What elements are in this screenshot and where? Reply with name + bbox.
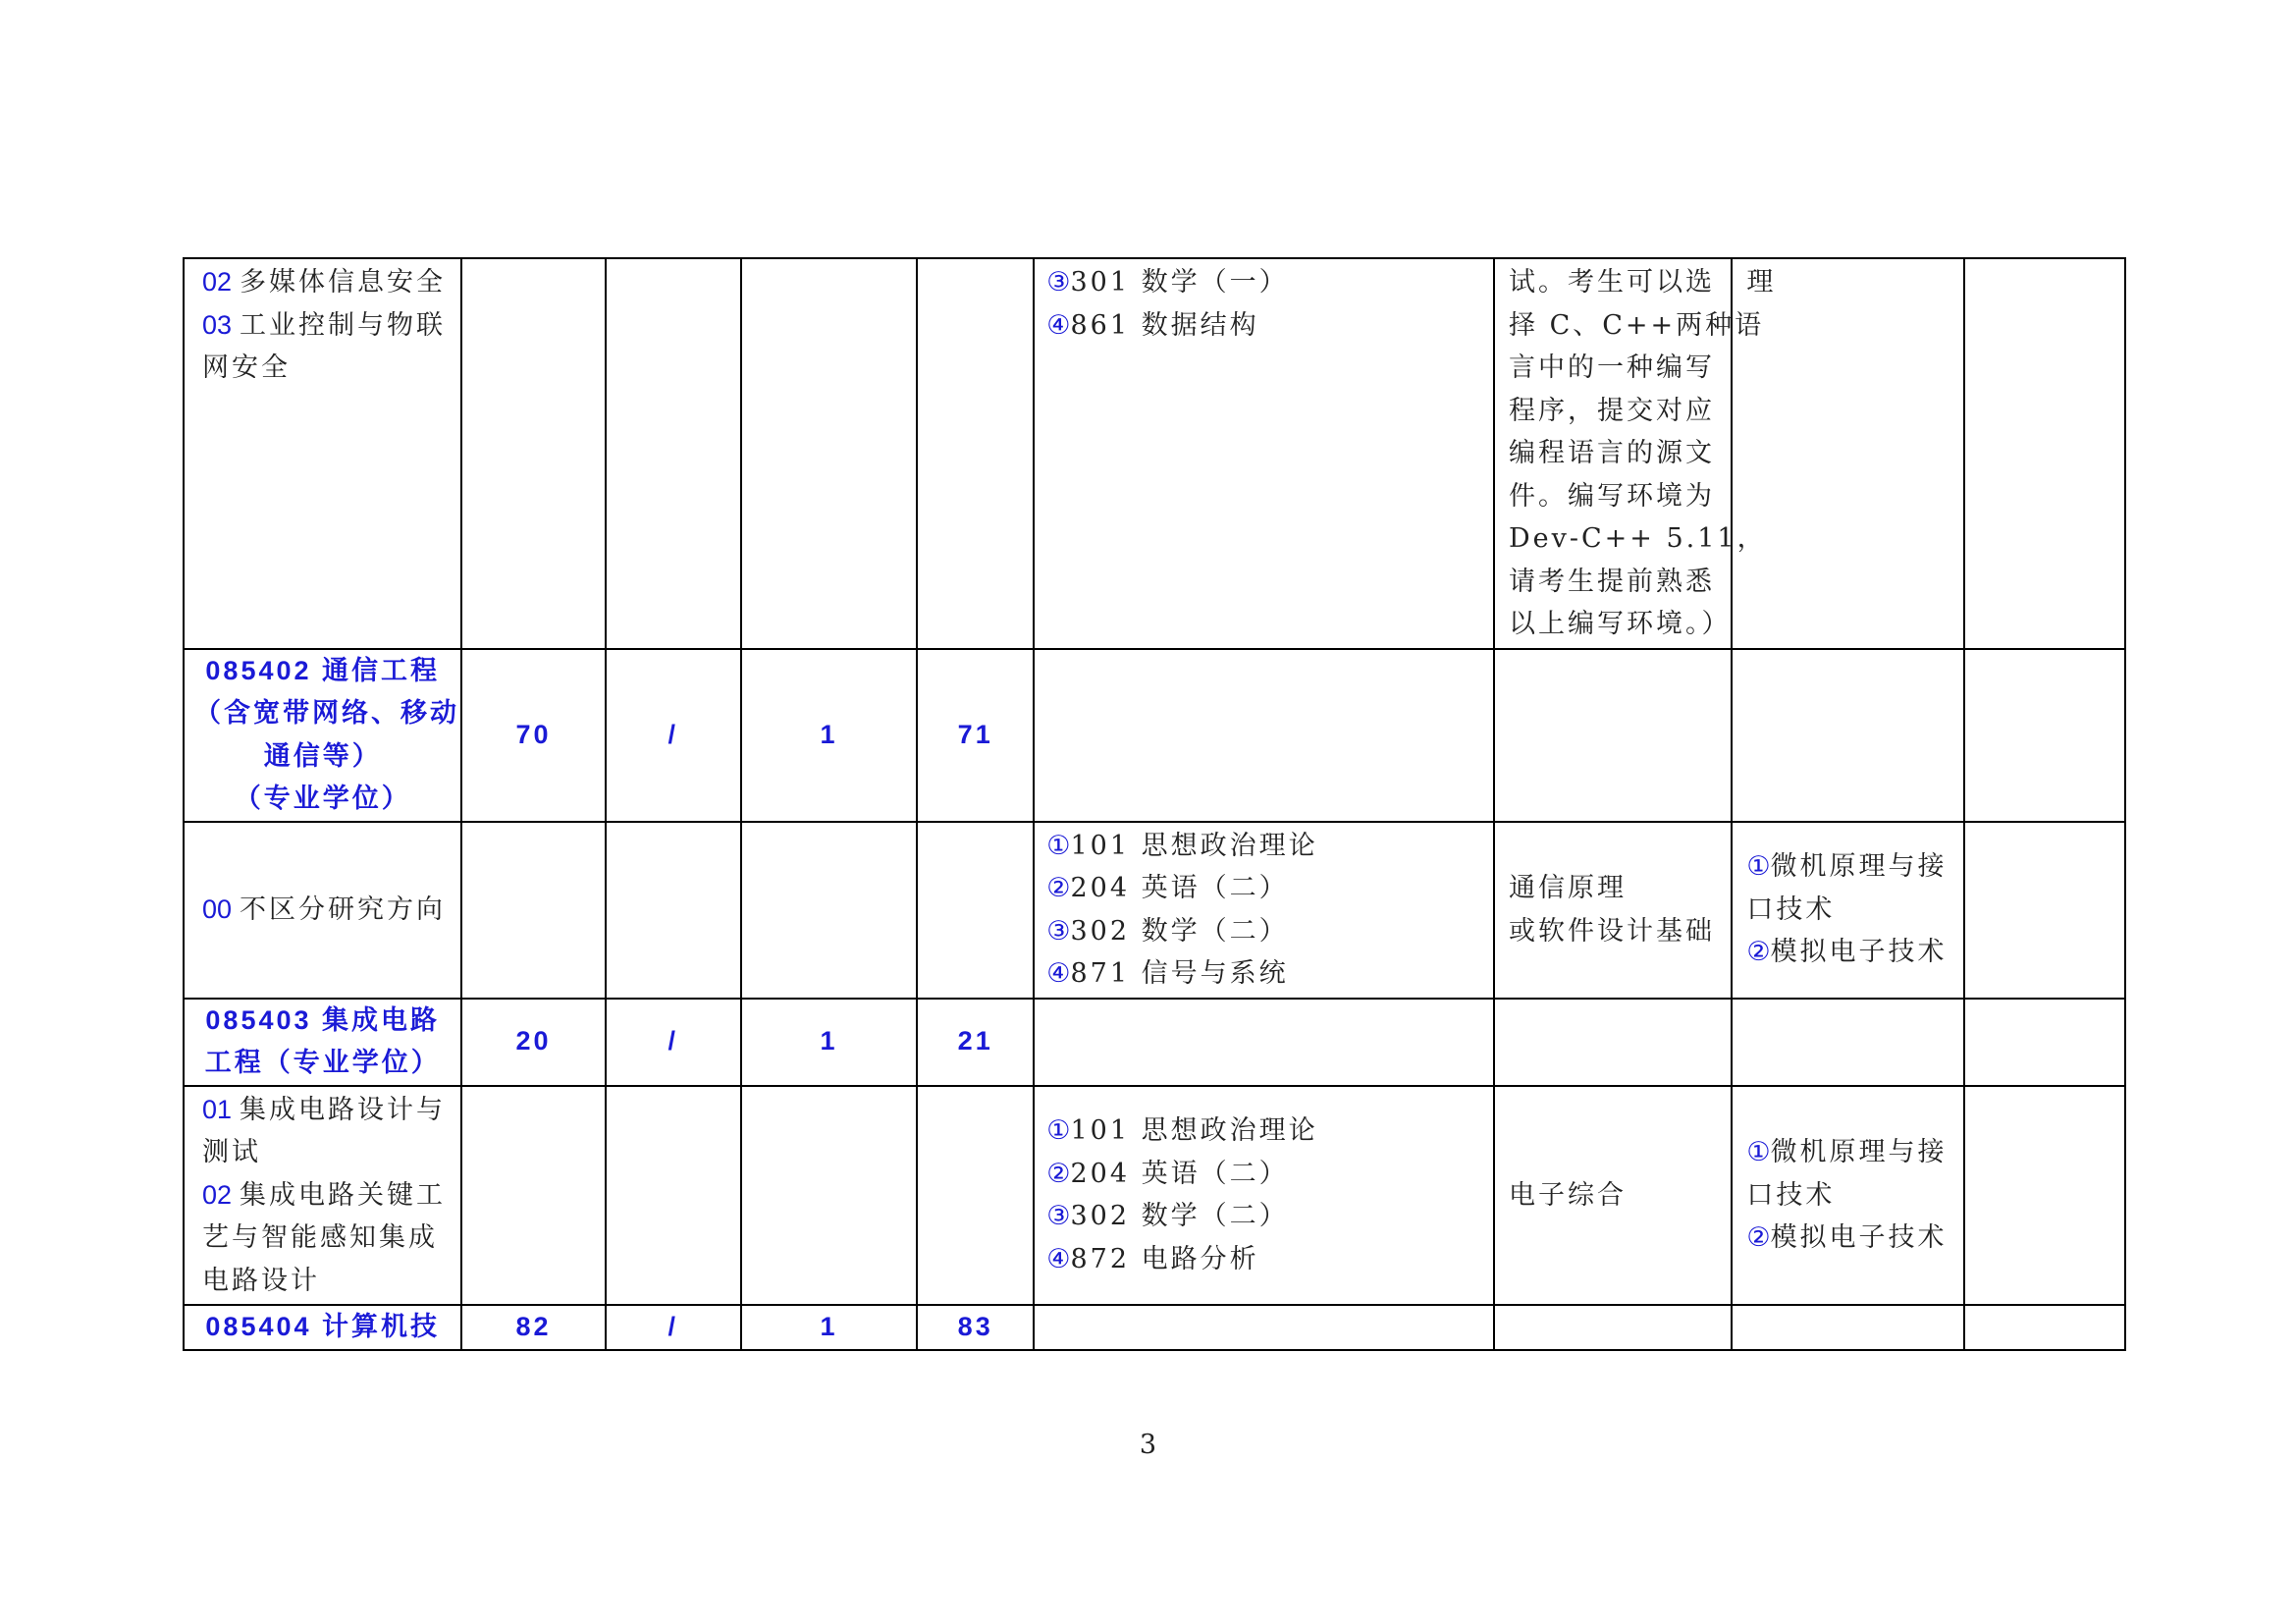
retest-subject-cell xyxy=(1494,1086,1732,1306)
exam-subjects-cell xyxy=(1034,999,1494,1086)
retest-line: 言中的一种编写 xyxy=(1508,352,1715,383)
retest-line: 电子综合 xyxy=(1508,1179,1627,1211)
major-title-line: （专业学位） xyxy=(234,784,411,813)
direction-cell xyxy=(184,258,461,649)
major-title-line: 085402 通信工程 xyxy=(205,655,441,685)
extra-subject-cell xyxy=(1732,1305,1963,1350)
exam-subjects-cell xyxy=(1034,1086,1494,1306)
notes-cell xyxy=(1964,258,2125,649)
col3-value: / xyxy=(606,649,741,822)
total-count: 83 xyxy=(917,1305,1034,1350)
extra-line: ②模拟电子技术 xyxy=(1746,937,1948,968)
extra-line: 口技术 xyxy=(1746,893,1836,925)
extra-line: 口技术 xyxy=(1746,1179,1836,1211)
exam-subjects-cell xyxy=(1034,822,1494,999)
exam-subject: ①101 思想政治理论 xyxy=(1046,830,1318,861)
col4-cell xyxy=(741,1086,917,1306)
col4-value: 1 xyxy=(741,1305,917,1350)
notes-cell xyxy=(1964,1086,2125,1306)
plan-count: 20 xyxy=(461,999,605,1086)
total-count: 71 xyxy=(917,649,1034,822)
admissions-table xyxy=(183,257,2126,1351)
table-row-major-085404 xyxy=(184,1305,2125,1350)
col4-cell xyxy=(741,258,917,649)
exam-subject: ④871 信号与系统 xyxy=(1046,958,1289,989)
direction-item: 00 不区分研究方向 xyxy=(202,893,447,925)
col3-value: / xyxy=(606,1305,741,1350)
exam-subject: ②204 英语（二） xyxy=(1046,1158,1289,1189)
direction-cell xyxy=(184,822,461,999)
notes-cell xyxy=(1964,999,2125,1086)
direction-item: 03 工业控制与物联网安全 xyxy=(202,309,447,383)
retest-line: 程序，提交对应 xyxy=(1508,395,1715,426)
table-row-cyber-security-directions xyxy=(184,258,2125,649)
major-title-cell xyxy=(184,1305,461,1350)
retest-line: 择 C、C++两种语 xyxy=(1508,309,1765,341)
exam-subject: ③301 数学（一） xyxy=(1046,267,1289,298)
extra-line: ①微机原理与接 xyxy=(1746,851,1948,883)
extra-subject-cell xyxy=(1732,822,1963,999)
retest-line: 试。考生可以选 xyxy=(1508,267,1715,298)
extra-subject-cell xyxy=(1732,1086,1963,1306)
retest-subject-cell xyxy=(1494,1305,1732,1350)
major-title-line: 085404 计算机技 xyxy=(205,1312,441,1341)
extra-subject-cell xyxy=(1732,258,1963,649)
retest-line: 或软件设计基础 xyxy=(1508,915,1715,947)
retest-line: 请考生提前熟悉 xyxy=(1508,566,1715,597)
major-title-cell xyxy=(184,649,461,822)
exam-subject: ③302 数学（二） xyxy=(1046,1201,1289,1232)
major-title-line: 工程（专业学位） xyxy=(204,1048,441,1077)
exam-subjects-cell xyxy=(1034,258,1494,649)
retest-subject-cell xyxy=(1494,822,1732,999)
retest-line: 件。编写环境为 xyxy=(1508,480,1715,512)
major-title-line: （含宽带网络、移动 xyxy=(194,698,459,728)
extra-subject-cell xyxy=(1732,999,1963,1086)
direction-item: 02 集成电路关键工艺与智能感知集成电路设计 xyxy=(202,1179,447,1296)
page-number: 3 xyxy=(1139,1430,1157,1460)
major-title-cell xyxy=(184,999,461,1086)
exam-subject: ②204 英语（二） xyxy=(1046,873,1289,903)
col4-value: 1 xyxy=(741,999,917,1086)
plan-cell xyxy=(461,1086,605,1306)
notes-cell xyxy=(1964,649,2125,822)
col4-cell xyxy=(741,822,917,999)
retest-line: 通信原理 xyxy=(1508,873,1627,903)
major-title-line: 085403 集成电路 xyxy=(205,1004,441,1035)
col3-cell xyxy=(606,822,741,999)
total-cell xyxy=(917,1086,1034,1306)
retest-line: 编程语言的源文 xyxy=(1508,438,1715,468)
exam-subject: ④861 数据结构 xyxy=(1046,309,1259,341)
major-title-line: 通信等） xyxy=(263,740,382,771)
col3-value: / xyxy=(606,999,741,1086)
retest-subject-cell xyxy=(1494,649,1732,822)
extra-line: ①微机原理与接 xyxy=(1746,1137,1948,1167)
retest-line: 以上编写环境。） xyxy=(1508,609,1732,639)
exam-subject: ①101 思想政治理论 xyxy=(1046,1115,1318,1147)
exam-subject: ④872 电路分析 xyxy=(1046,1243,1259,1274)
table-row-major-085403 xyxy=(184,999,2125,1086)
exam-subjects-cell xyxy=(1034,1305,1494,1350)
direction-item: 01 集成电路设计与测试 xyxy=(202,1094,447,1167)
col3-cell xyxy=(606,1086,741,1306)
col3-cell xyxy=(606,258,741,649)
table-row-major-085402 xyxy=(184,649,2125,822)
plan-cell xyxy=(461,258,605,649)
exam-subject: ③302 数学（二） xyxy=(1046,915,1289,947)
table-row-ic-directions xyxy=(184,1086,2125,1306)
total-cell xyxy=(917,822,1034,999)
plan-cell xyxy=(461,822,605,999)
retest-subject-cell xyxy=(1494,999,1732,1086)
extra-line: ②模拟电子技术 xyxy=(1746,1222,1948,1253)
notes-cell xyxy=(1964,1305,2125,1350)
col4-value: 1 xyxy=(741,649,917,822)
retest-subject-cell xyxy=(1494,258,1767,649)
direction-item: 02 多媒体信息安全 xyxy=(202,267,447,298)
total-cell xyxy=(917,258,1034,649)
extra-subject-cell xyxy=(1732,649,1963,822)
plan-count: 82 xyxy=(461,1305,605,1350)
retest-line: Dev-C++ 5.11， xyxy=(1508,523,1767,554)
exam-subjects-cell xyxy=(1034,649,1494,822)
plan-count: 70 xyxy=(461,649,605,822)
extra-line: 理 xyxy=(1746,267,1777,298)
notes-cell xyxy=(1964,822,2125,999)
direction-cell xyxy=(184,1086,461,1306)
total-count: 21 xyxy=(917,999,1034,1086)
table-row-direction-00 xyxy=(184,822,2125,999)
